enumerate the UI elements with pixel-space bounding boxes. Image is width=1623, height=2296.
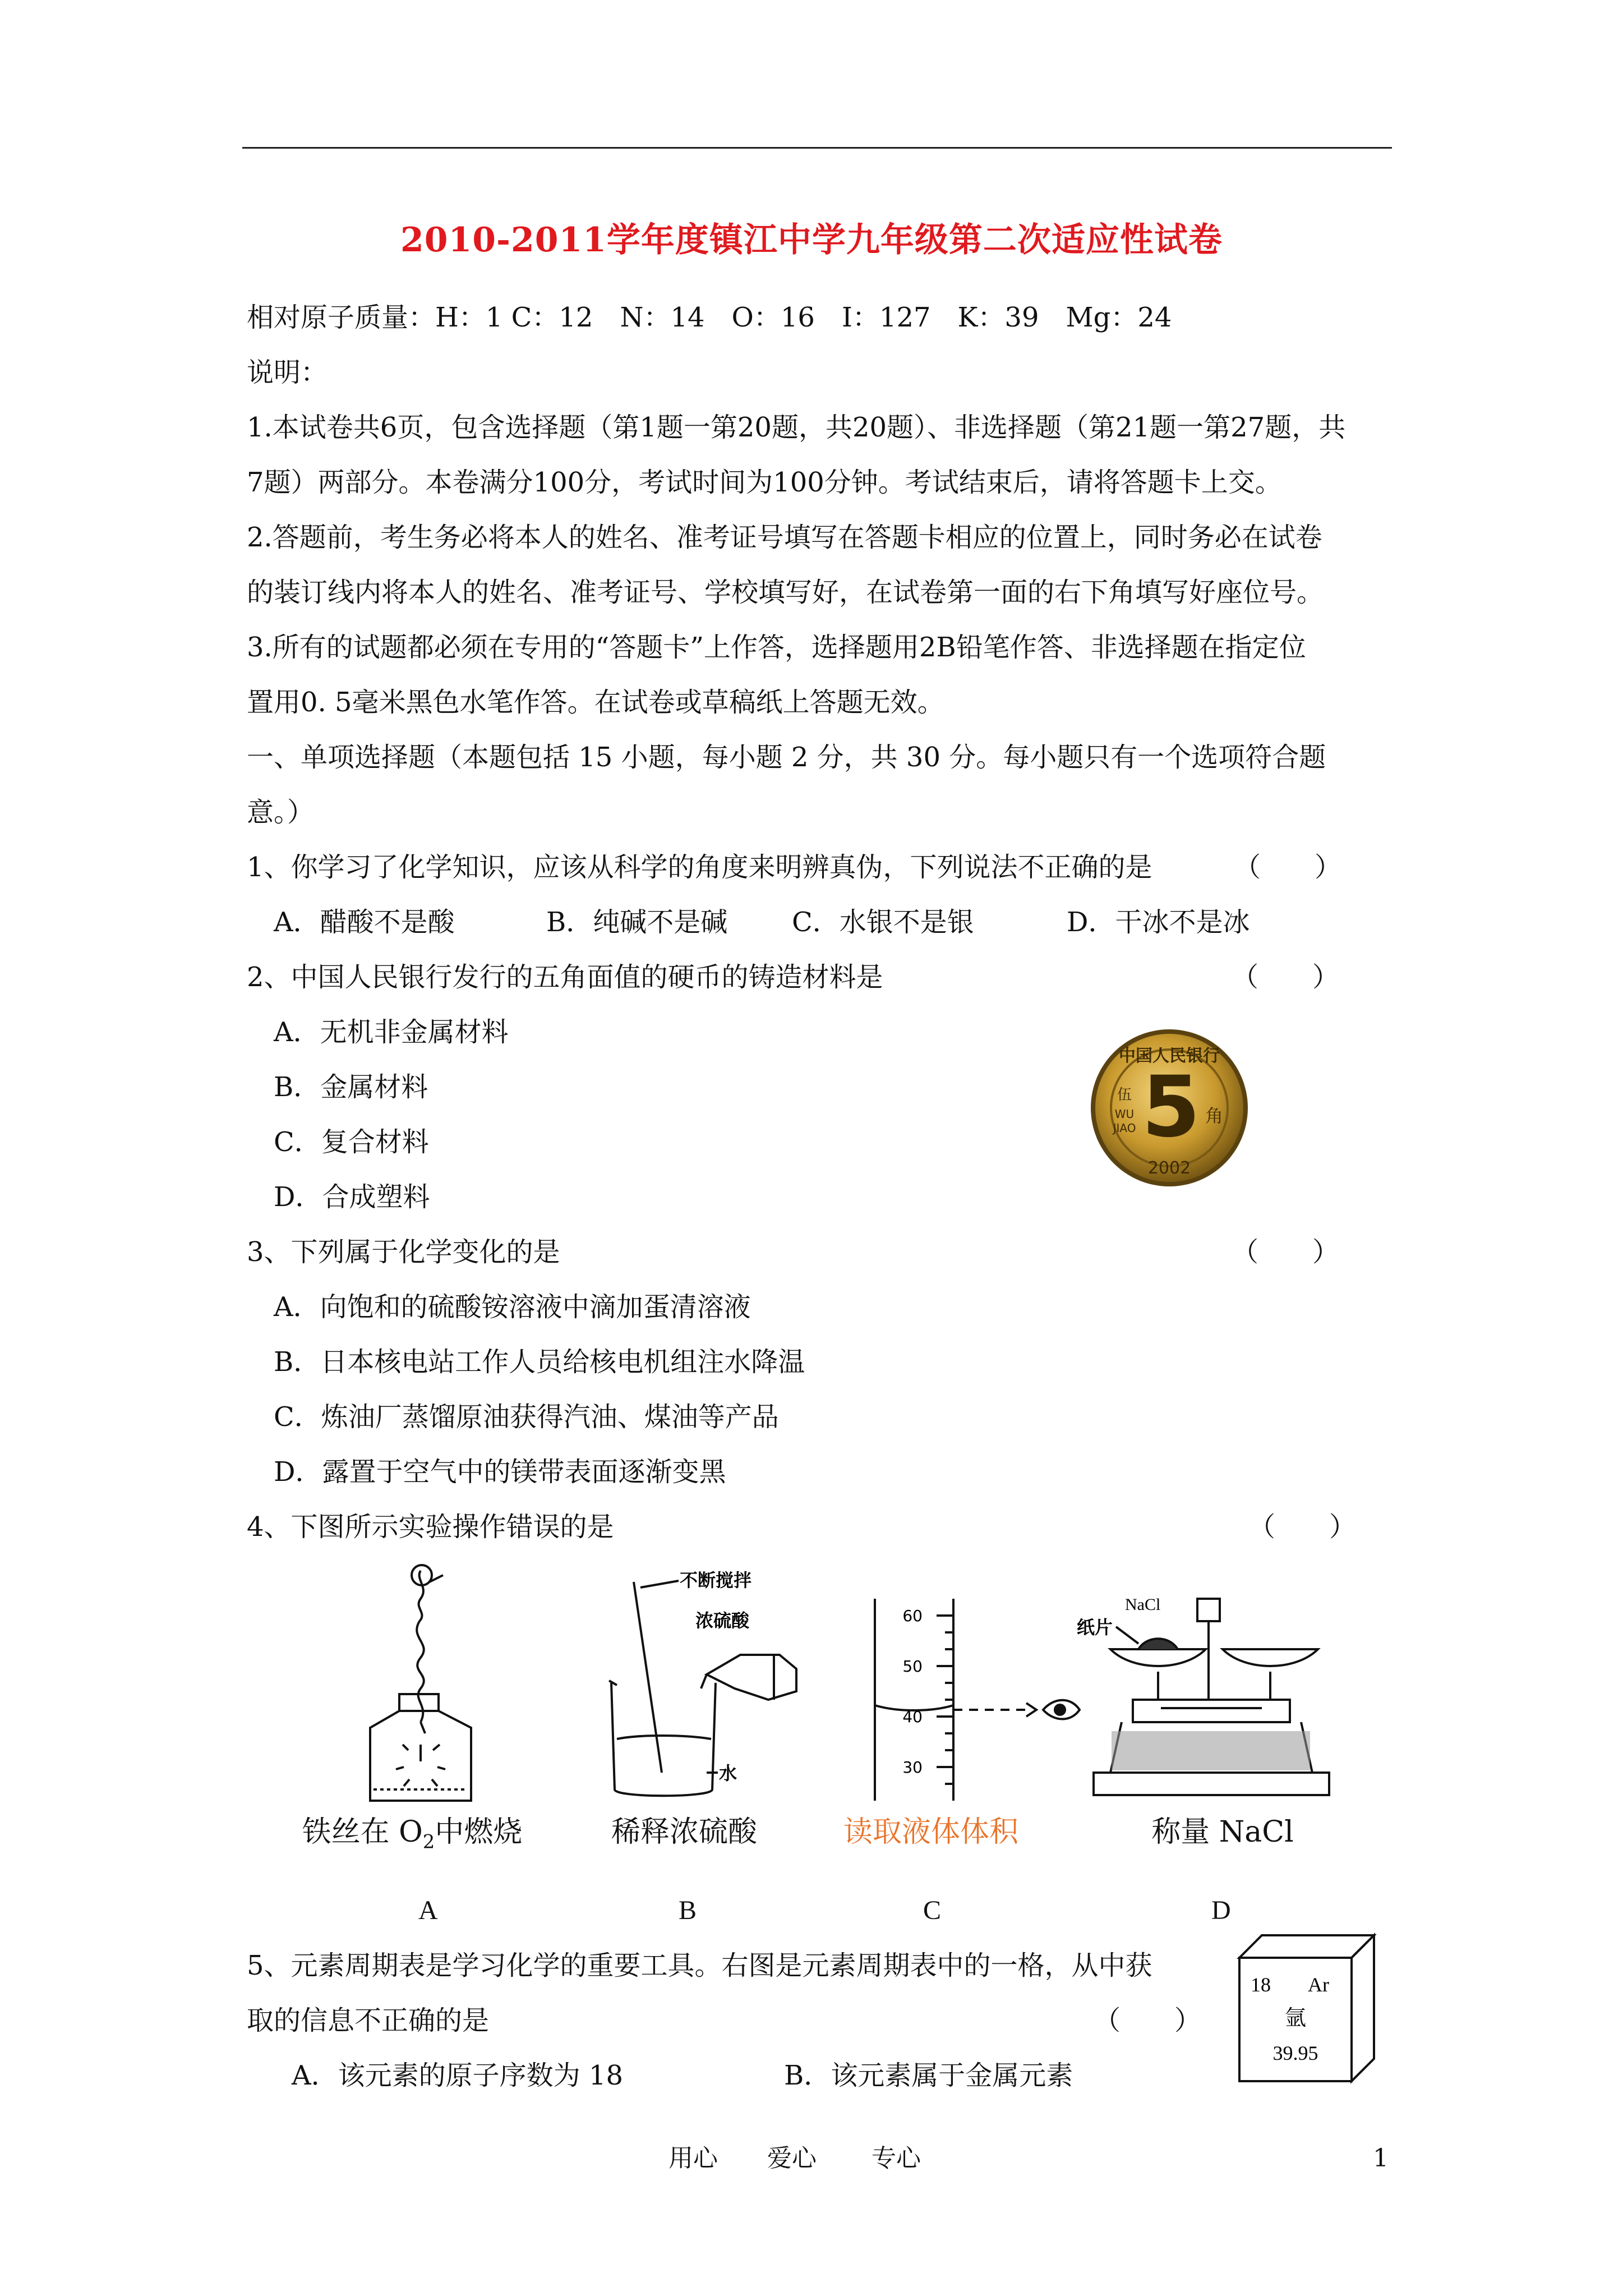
figure-b-diluting-acid: [594, 1571, 830, 1806]
instructions-heading: 说明：: [247, 357, 328, 388]
footer-motto-1: 用心: [668, 2144, 718, 2173]
q5-option-b: B．该元素属于金属元素: [784, 2060, 1073, 2091]
q3-stem: 3、下列属于化学变化的是: [247, 1236, 560, 1268]
figure-d-label-paper: 纸片: [1077, 1617, 1113, 1638]
q5-stem-line-1: 5、元素周期表是学习化学的重要工具。右图是元素周期表中的一格，从中获: [247, 1950, 1152, 1981]
instruction-1-line-2: 7题）两部分。本卷满分100分，考试时间为100分钟。考试结束后，请将答题卡上交。: [247, 467, 1282, 498]
q2-option-a: A．无机非金属材料: [274, 1016, 509, 1048]
figure-c-tick-30: 30: [902, 1758, 923, 1777]
footer-motto-3: 专心: [872, 2144, 921, 2173]
instruction-2-line-1: 2.答题前，考生务必将本人的姓名、准考证号填写在答题卡相应的位置上，同时务必在试卷: [247, 522, 1322, 553]
coin-image: [1088, 1027, 1251, 1189]
q5-option-a: A．该元素的原子序数为 18: [292, 2060, 624, 2091]
q3-option-b: B．日本核电站工作人员给核电机组注水降温: [274, 1346, 805, 1378]
q2-answer-paren: （ ）: [1232, 961, 1340, 993]
figure-b-label-stir: 不断搅拌: [680, 1570, 752, 1591]
section1-line-1: 一、单项选择题（本题包括 15 小题，每小题 2 分，共 30 分。每小题只有一个选项符合题: [247, 742, 1326, 773]
atomic-mass-line: 相对原子质量：H：1 C：12 N：14 O：16 I：127 K：39 Mg：24: [247, 302, 1172, 333]
q3-option-d: D．露置于空气中的镁带表面逐渐变黑: [274, 1456, 726, 1488]
q1-answer-paren: （ ）: [1234, 852, 1342, 883]
q1-option-d: D．干冰不是冰: [1067, 907, 1250, 938]
figure-a-letter: A: [418, 1895, 438, 1925]
figure-b-label-acid: 浓硫酸: [695, 1610, 750, 1631]
q1-option-c: C．水银不是银: [792, 907, 974, 938]
instruction-2-line-2: 的装订线内将本人的姓名、准考证号、学校填写好，在试卷第一面的右下角填写好座位号。: [247, 577, 1324, 608]
figure-c-tick-40: 40: [902, 1708, 923, 1726]
coin-rim-text: 中国人民银行: [1119, 1046, 1220, 1066]
figure-a-caption-pre: 铁丝在 O: [302, 1815, 423, 1849]
coin-year: 2002: [1147, 1158, 1191, 1178]
q1-stem: 1、你学习了化学知识，应该从科学的角度来明辨真伪，下列说法不正确的是: [247, 852, 1152, 883]
q3-answer-paren: （ ）: [1232, 1236, 1340, 1268]
figure-c-caption: 读取液体体积: [843, 1815, 1018, 1849]
instruction-1-line-1: 1.本试卷共6页，包含选择题（第1题一第20题，共20题）、非选择题（第21题一第27题，共: [247, 412, 1346, 443]
q2-option-d: D．合成塑料: [274, 1181, 430, 1213]
figure-b-letter: B: [679, 1895, 697, 1925]
q3-option-c: C．炼油厂蒸馏原油获得汽油、煤油等产品: [274, 1401, 779, 1433]
figure-d-caption: 称量 NaCl: [1151, 1815, 1294, 1849]
q5-stem-line-2: 取的信息不正确的是: [247, 2005, 490, 2036]
section1-line-2: 意。）: [247, 797, 315, 828]
q2-option-c: C．复合材料: [274, 1126, 429, 1158]
coin-right-text: 角: [1205, 1105, 1224, 1126]
q2-option-b: B．金属材料: [274, 1071, 428, 1103]
figure-a-caption: [292, 1814, 533, 1860]
coin-wu: WU: [1114, 1107, 1135, 1121]
instruction-3-line-1: 3.所有的试题都必须在专用的“答题卡”上作答，选择题用2B铅笔作答、非选择题在指定位: [247, 632, 1306, 663]
coin-value: 5: [1141, 1059, 1201, 1156]
q3-option-a: A．向饱和的硫酸铵溶液中滴加蛋清溶液: [274, 1291, 751, 1323]
figure-a-caption-post: 中燃烧: [435, 1815, 523, 1849]
footer-motto-2: 爱心: [767, 2144, 817, 2173]
figure-c-reading-volume: [864, 1593, 1099, 1806]
q1-option-b: B．纯碱不是碱: [546, 907, 728, 938]
figure-d-weighing-nacl: [1077, 1588, 1346, 1806]
figure-b-caption: 稀释浓硫酸: [611, 1815, 757, 1849]
figure-b-label-water: 水: [719, 1763, 737, 1784]
figure-d-label-nacl: NaCl: [1125, 1595, 1161, 1614]
periodic-cell: [1234, 1930, 1380, 2087]
page-number: 1: [1373, 2144, 1389, 2173]
periodic-cell-symbol: Ar: [1308, 1973, 1329, 1996]
q4-answer-paren: （ ）: [1248, 1511, 1357, 1543]
header-rule: [242, 147, 1392, 149]
periodic-cell-mass: 39.95: [1272, 2042, 1318, 2064]
figure-c-letter: C: [923, 1895, 942, 1925]
q2-stem: 2、中国人民银行发行的五角面值的硬币的铸造材料是: [247, 961, 883, 993]
instruction-3-line-2: 置用0. 5毫米黑色水笔作答。在试卷或草稿纸上答题无效。: [247, 687, 944, 718]
q5-answer-paren: （ ）: [1094, 2005, 1202, 2036]
figure-c-tick-50: 50: [902, 1657, 923, 1676]
coin-jiao: JIAO: [1113, 1121, 1136, 1135]
q4-stem: 4、下图所示实验操作错误的是: [247, 1511, 614, 1543]
page-title: 2010-2011学年度镇江中学九年级第二次适应性试卷: [400, 220, 1223, 260]
figure-a-caption-sub: 2: [422, 1830, 435, 1853]
coin-left-text: 伍: [1117, 1087, 1132, 1103]
periodic-cell-number: 18: [1251, 1973, 1271, 1996]
figure-d-letter: D: [1211, 1895, 1231, 1925]
q1-option-a: A．醋酸不是酸: [274, 907, 455, 938]
figure-c-tick-60: 60: [902, 1607, 923, 1625]
periodic-cell-name: 氩: [1284, 2005, 1307, 2030]
figure-a-iron-burning: [336, 1559, 505, 1806]
